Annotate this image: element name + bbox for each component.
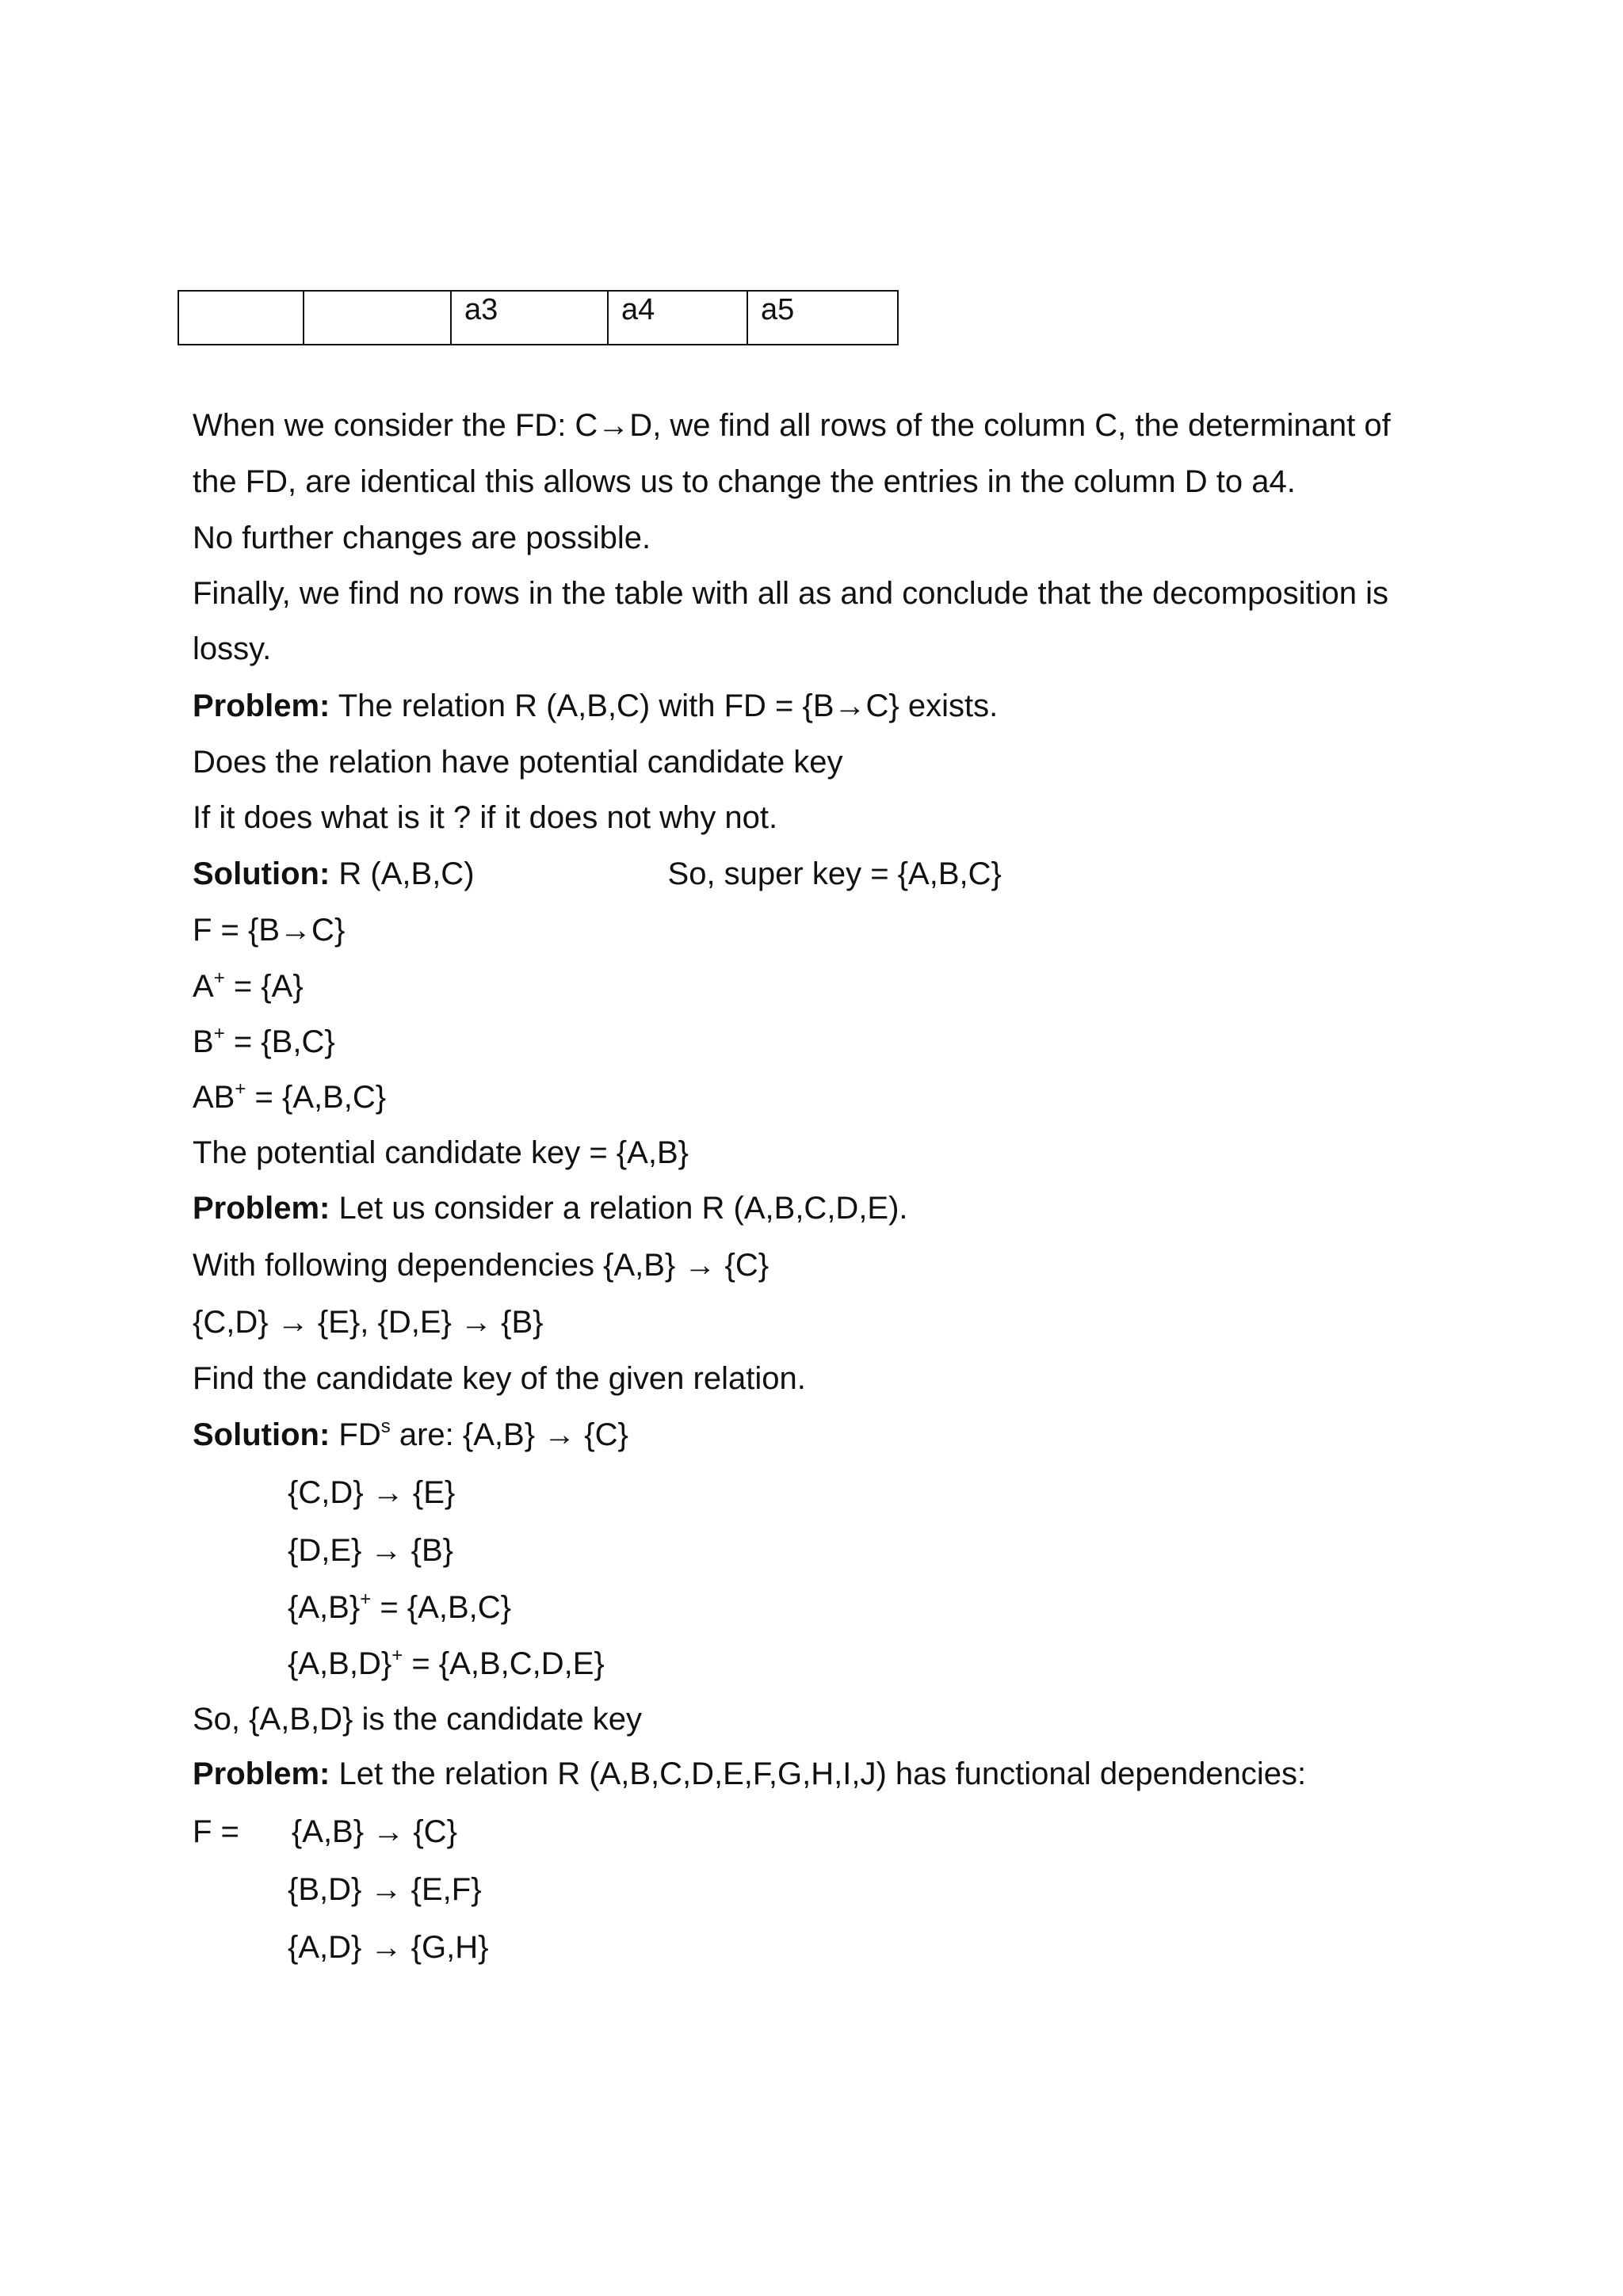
solution-label: Solution: — [193, 1417, 330, 1452]
closure-line — [193, 967, 304, 1005]
problem-2-question: Find the candidate key of the given relation. — [193, 1361, 806, 1396]
problem-1-result: The potential candidate key = {A,B} — [193, 1135, 689, 1170]
problem-2-result: So, {A,B,D} is the candidate key — [193, 1702, 643, 1737]
solution-label: Solution: — [193, 856, 330, 891]
table-cell — [178, 291, 304, 345]
table-cell: a4 — [608, 291, 747, 345]
solution-text: R (A,B,C) — [330, 856, 475, 891]
dependencies-line: {C,D} → {E}, {D,E} → {B} — [193, 1305, 544, 1340]
problem-1-statement — [193, 687, 998, 725]
paragraph-line: Finally, we find no rows in the table with all as and conclude that the decomposition is — [193, 576, 1388, 611]
problem-3-statement — [193, 1755, 1306, 1793]
problem-text: The relation R (A,B,C) with FD = {B→C} exists. — [330, 688, 999, 723]
closure-attr: B — [193, 1024, 214, 1059]
paragraph-line: lossy. — [193, 631, 272, 666]
problem-2-solution — [193, 1416, 628, 1454]
problem-2-statement — [193, 1189, 908, 1227]
closure-attr: {A,B} — [288, 1590, 361, 1625]
table-cell: a5 — [747, 291, 898, 345]
fd-line: {A,D} → {G,H} — [288, 1930, 489, 1965]
closure-superscript: + — [391, 1645, 403, 1666]
closure-attr: {A,B,D} — [288, 1646, 392, 1681]
fd-text: are: {A,B} → {C} — [390, 1417, 628, 1452]
problem-text: Let us consider a relation R (A,B,C,D,E). — [330, 1191, 908, 1226]
problem-label: Problem: — [193, 688, 330, 723]
closure-superscript: + — [360, 1589, 372, 1610]
decomposition-table-fragment — [178, 290, 899, 345]
fd-superscript: s — [380, 1416, 391, 1437]
paragraph-line: No further changes are possible. — [193, 521, 651, 555]
closure-superscript: + — [213, 967, 225, 989]
super-key-text: So, super key = {A,B,C} — [667, 856, 1002, 891]
paragraph-line: When we consider the FD: C→D, we find all rows of the column C, the determinant of — [193, 408, 1391, 443]
closure-superscript: + — [213, 1023, 225, 1044]
problem-text: Let the relation R (A,B,C,D,E,F,G,H,I,J) has functional dependencies: — [330, 1756, 1307, 1791]
closure-superscript: + — [235, 1078, 246, 1100]
dependencies-line: With following dependencies {A,B} → {C} — [193, 1248, 769, 1283]
closure-line — [288, 1645, 605, 1683]
problem-label: Problem: — [193, 1756, 330, 1791]
closure-result: = {A} — [224, 969, 304, 1004]
fd-set-line — [193, 1813, 457, 1851]
closure-line — [193, 1023, 335, 1061]
fd-set-label: F = — [193, 1814, 239, 1849]
fd-line: {D,E} → {B} — [288, 1533, 454, 1568]
fd-line: {B,D} → {E,F} — [288, 1872, 482, 1907]
closure-result: = {A,B,C,D,E} — [403, 1646, 605, 1681]
fd-text: {A,B} → {C} — [291, 1814, 457, 1849]
table-cell — [304, 291, 451, 345]
closure-line — [288, 1589, 511, 1627]
closure-line — [193, 1078, 386, 1116]
closure-result: = {A,B,C} — [246, 1080, 387, 1115]
fd-line: {C,D} → {E} — [288, 1475, 456, 1510]
table-cell: a3 — [451, 291, 608, 345]
problem-label: Problem: — [193, 1191, 330, 1226]
problem-1-solution — [193, 855, 1002, 893]
problem-1-question: If it does what is it ? if it does not why not. — [193, 800, 778, 835]
problem-1-question: Does the relation have potential candidate key — [193, 745, 843, 780]
fd-label: FD — [330, 1417, 381, 1452]
closure-attr: A — [193, 969, 214, 1004]
closure-attr: AB — [193, 1080, 235, 1115]
fd-set: F = {B→C} — [193, 913, 346, 948]
closure-result: = {B,C} — [224, 1024, 335, 1059]
table-row — [178, 291, 898, 345]
closure-result: = {A,B,C} — [371, 1590, 511, 1625]
paragraph-line: the FD, are identical this allows us to change the entries in the column D to a4. — [193, 464, 1296, 499]
